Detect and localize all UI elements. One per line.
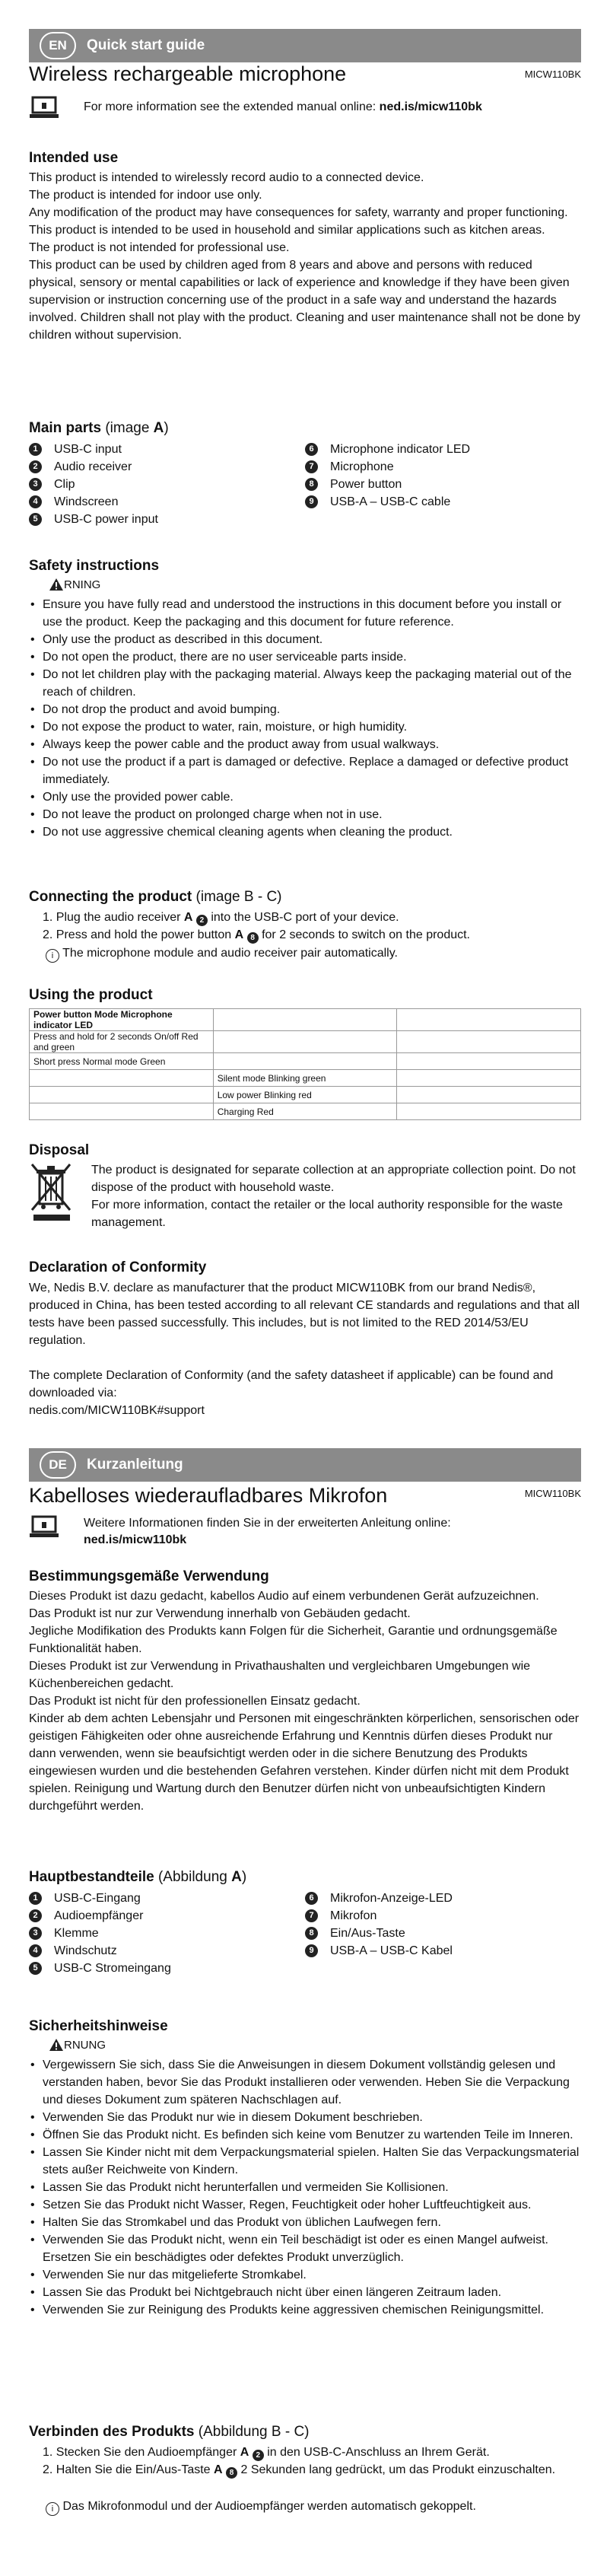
en-intended-use-p2: The product is intended for indoor use only. bbox=[29, 189, 262, 202]
warning-triangle-icon bbox=[49, 578, 64, 591]
list-item: 5 USB-C Stromeingang bbox=[29, 1960, 305, 1977]
de-safety-list bbox=[29, 2056, 581, 2319]
list-item: • Lassen Sie das Produkt nicht herunterfallen und vermeiden Sie Kollisionen. bbox=[29, 2179, 581, 2196]
list-item: 2. Halten Sie die Ein/Aus-Taste A 8 2 Sekunden lang gedrückt, um das Produkt einzuschalten. bbox=[43, 2463, 556, 2477]
de-pairing-note: i Das Mikrofonmodul und der Audioempfänger werden automatisch gekoppelt. bbox=[46, 2498, 476, 2516]
list-item: • Ensure you have fully read and understood the instructions in this document before you install or use the product. Keep the packaging and this document for future reference. bbox=[29, 596, 581, 631]
table-row: Charging Red bbox=[30, 1103, 581, 1120]
list-item: 7 Microphone bbox=[305, 458, 581, 476]
de-guide-title: Kurzanleitung bbox=[87, 1457, 183, 1473]
de-manual-info bbox=[29, 1515, 581, 1549]
en-disposal-text-1: The product is designated for separate collection at an appropriate collection point. Do not dispose of the product with household waste. bbox=[91, 1164, 576, 1194]
list-item: 4 Windscreen bbox=[29, 493, 305, 511]
list-item: • Setzen Sie das Produkt nicht Wasser, Regen, Feuchtigkeit oder hoher Luftfeuchtigkeit aus. bbox=[29, 2196, 581, 2214]
en-language-badge: EN bbox=[40, 32, 76, 59]
laptop-icon bbox=[29, 96, 59, 120]
en-pairing-note: i The microphone module and audio receiver pair automatically. bbox=[46, 944, 398, 963]
en-intended-use-p6: This product can be used by children aged from 8 years and above and persons with reduced physical, sensory or mental capabilities or lack of experience and knowledge if they have been given supervision or instruction concerning use of the product in a safe way and understand the hazards involved. Children shall not play with the product. Cleaning and user maintenance shall not be done by children without supervision. bbox=[29, 259, 580, 342]
crossed-bin-icon bbox=[29, 1161, 75, 1222]
en-conformity-link[interactable]: nedis.com/MICW110BK#support bbox=[29, 1404, 205, 1417]
list-item: • Halten Sie das Stromkabel und das Produkt von üblichen Laufwegen fern. bbox=[29, 2214, 581, 2231]
list-item: 9 USB-A – USB-C Kabel bbox=[305, 1942, 581, 1960]
list-item: • Do not open the product, there are no user serviceable parts inside. bbox=[29, 648, 581, 666]
en-manual-text: For more information see the extended manual online: bbox=[84, 100, 380, 113]
list-item: • Do not let children play with the packaging material. Always keep the packaging material out of the reach of children. bbox=[29, 666, 581, 701]
de-manual-link[interactable]: ned.is/micw110bk bbox=[84, 1533, 187, 1546]
list-item: • Do not use the product if a part is damaged or defective. Replace a damaged or defective product immediately. bbox=[29, 753, 581, 788]
table-row: Power button Mode Microphone indicator LED bbox=[30, 1009, 581, 1031]
list-item: 4 Windschutz bbox=[29, 1942, 305, 1960]
de-intended-use-text bbox=[29, 1587, 581, 1815]
list-item: • Do not use aggressive chemical cleaning agents when cleaning the product. bbox=[29, 823, 581, 841]
info-icon: i bbox=[46, 949, 59, 963]
list-item: • Do not leave the product on prolonged charge when not in use. bbox=[29, 806, 581, 823]
list-item: 1. Plug the audio receiver A 2 into the USB-C port of your device. bbox=[43, 911, 399, 925]
de-main-parts-heading: Hauptbestandteile (Abbildung A) bbox=[29, 1869, 247, 1885]
de-safety-heading: Sicherheitshinweise bbox=[29, 2018, 168, 2034]
list-item: 8 Power button bbox=[305, 476, 581, 493]
de-connecting-steps bbox=[29, 2444, 581, 2479]
list-item: 3 Klemme bbox=[29, 1925, 305, 1942]
en-main-parts-heading: Main parts (image A) bbox=[29, 420, 169, 436]
list-item: 5 USB-C power input bbox=[29, 511, 305, 528]
en-connecting-heading: Connecting the product (image B - C) bbox=[29, 889, 282, 905]
en-disposal-text-2: For more information, contact the retailer or the local authority responsible for the waste management. bbox=[91, 1199, 563, 1229]
en-led-table bbox=[29, 1008, 581, 1120]
de-intended-use-heading: Bestimmungsgemäße Verwendung bbox=[29, 1568, 269, 1584]
list-item: 9 USB-A – USB-C cable bbox=[305, 493, 581, 511]
en-connecting-steps bbox=[29, 909, 581, 944]
list-item: • Do not expose the product to water, rain, moisture, or high humidity. bbox=[29, 718, 581, 736]
en-intended-use-text bbox=[29, 169, 581, 344]
de-intended-use-p2: Das Produkt ist nur zur Verwendung innerhalb von Gebäuden gedacht. bbox=[29, 1607, 411, 1620]
list-item: • Lassen Sie Kinder nicht mit dem Verpackungsmaterial spielen. Halten Sie das Verpackungsmaterial stets außer Reichweite von Kindern. bbox=[29, 2144, 581, 2179]
de-intended-use-p3: Jegliche Modifikation des Produkts kann Folgen für die Sicherheit, Garantie und ordnungsgemäße Funktionalität haben. bbox=[29, 1625, 558, 1655]
list-item: 2 Audioempfänger bbox=[29, 1907, 305, 1925]
en-warning-label: RNING bbox=[49, 578, 100, 591]
de-intended-use-p1: Dieses Produkt ist dazu gedacht, kabellos Audio auf einem verbundenen Gerät aufzuzeichnen. bbox=[29, 1590, 539, 1603]
list-item: 3 Clip bbox=[29, 476, 305, 493]
de-intended-use-p5: Das Produkt ist nicht für den professionellen Einsatz gedacht. bbox=[29, 1695, 361, 1708]
laptop-icon bbox=[29, 1515, 59, 1540]
en-conformity-p1: We, Nedis B.V. declare as manufacturer that the product MICW110BK from our brand Nedis®, produced in China, has been tested according to all relevant CE standards and regulations and that all tests have been passed successfully. This includes, but is not limited to the RED 2014/53/EU regulation. bbox=[29, 1282, 580, 1347]
en-intended-use-heading: Intended use bbox=[29, 150, 119, 166]
en-intended-use-p5: The product is not intended for professional use. bbox=[29, 241, 290, 254]
list-item: • Verwenden Sie das Produkt nicht, wenn ein Teil beschädigt ist oder es einen Mangel aufweist. Ersetzen Sie ein beschädigtes oder defektes Produkt unverzüglich. bbox=[29, 2231, 581, 2266]
en-intended-use-p4: This product is intended to be used in household and similar applications such as kitchen areas. bbox=[29, 224, 545, 237]
list-item: • Always keep the power cable and the product away from usual walkways. bbox=[29, 736, 581, 753]
list-item: 6 Microphone indicator LED bbox=[305, 441, 581, 458]
list-item: 7 Mikrofon bbox=[305, 1907, 581, 1925]
list-item: 1 USB-C input bbox=[29, 441, 305, 458]
list-item: • Verwenden Sie nur das mitgelieferte Stromkabel. bbox=[29, 2266, 581, 2284]
en-safety-list bbox=[29, 596, 581, 841]
list-item: • Lassen Sie das Produkt bei Nichtgebrauch nicht über einen längeren Zeitraum laden. bbox=[29, 2284, 581, 2301]
en-section-bar bbox=[29, 29, 581, 62]
de-section-bar bbox=[29, 1448, 581, 1482]
en-safety-heading: Safety instructions bbox=[29, 558, 160, 574]
list-item: • Do not drop the product and avoid bumping. bbox=[29, 701, 581, 718]
en-using-heading: Using the product bbox=[29, 987, 153, 1003]
warning-triangle-icon bbox=[49, 2038, 64, 2052]
de-intended-use-p4: Dieses Produkt ist zur Verwendung in Privathaushalten und vergleichbaren Umgebungen wie Küchenbereichen gedacht. bbox=[29, 1660, 531, 1690]
en-product-title: Wireless rechargeable microphone bbox=[29, 62, 347, 85]
en-disposal-block bbox=[29, 1161, 581, 1231]
en-manual-link[interactable]: ned.is/micw110bk bbox=[379, 100, 482, 113]
list-item: • Verwenden Sie zur Reinigung des Produkts keine aggressiven chemischen Reinigungsmittel. bbox=[29, 2301, 581, 2319]
table-row: Short press Normal mode Green bbox=[30, 1053, 581, 1070]
en-main-parts-list bbox=[29, 441, 581, 528]
en-conformity-heading: Declaration of Conformity bbox=[29, 1259, 207, 1275]
table-row: Silent mode Blinking green bbox=[30, 1070, 581, 1087]
list-item: • Öffnen Sie das Produkt nicht. Es befinden sich keine vom Benutzer zu wartenden Teile im Inneren. bbox=[29, 2126, 581, 2144]
de-main-parts-list bbox=[29, 1890, 581, 1977]
de-intended-use-p6: Kinder ab dem achten Lebensjahr und Personen mit eingeschränkten körperlichen, sensorischen oder geistigen Fähigkeiten oder ohne ausreichende Erfahrung und Kenntnis dürfen dieses Produkt nur dann verwenden, wenn sie beaufsichtigt werden oder in die sichere Benutzung des Produkts eingewiesen wurden und die bestehenden Gefahren verstehen. Kinder dürfen nicht mit dem Produkt spielen. Reinigung und Wartung durch den Benutzer dürfen nicht von unbeaufsichtigten Kindern durchgeführt werden. bbox=[29, 1712, 580, 1813]
en-intended-use-p3: Any modification of the product may have consequences for safety, warranty and proper functioning. bbox=[29, 206, 568, 219]
de-model-number: MICW110BK bbox=[524, 1488, 581, 1499]
list-item: • Only use the product as described in this document. bbox=[29, 631, 581, 648]
table-row: Low power Blinking red bbox=[30, 1087, 581, 1103]
en-manual-info bbox=[29, 96, 581, 120]
list-item: 6 Mikrofon-Anzeige-LED bbox=[305, 1890, 581, 1907]
info-icon: i bbox=[46, 2502, 59, 2516]
list-item: 8 Ein/Aus-Taste bbox=[305, 1925, 581, 1942]
de-language-badge: DE bbox=[40, 1451, 76, 1479]
en-disposal-heading: Disposal bbox=[29, 1142, 90, 1158]
de-manual-text: Weitere Informationen finden Sie in der erweiterten Anleitung online: bbox=[84, 1517, 451, 1530]
list-item: 2 Audio receiver bbox=[29, 458, 305, 476]
de-product-title: Kabelloses wiederaufladbares Mikrofon bbox=[29, 1484, 388, 1507]
list-item: 1 USB-C-Eingang bbox=[29, 1890, 305, 1907]
en-model-number: MICW110BK bbox=[524, 68, 581, 80]
list-item: 2. Press and hold the power button A 8 for 2 seconds to switch on the product. bbox=[43, 928, 470, 942]
en-guide-title: Quick start guide bbox=[87, 37, 205, 53]
list-item: • Vergewissern Sie sich, dass Sie die Anweisungen in diesem Dokument vollständig gelesen und verstanden haben, bevor Sie das Produkt installieren oder verwenden. Heben Sie die Verpackung und dieses Dokument zum späteren Nachschlagen auf. bbox=[29, 2056, 581, 2109]
de-connecting-heading: Verbinden des Produkts (Abbildung B - C) bbox=[29, 2424, 310, 2440]
en-conformity-p2: The complete Declaration of Conformity (and the safety datasheet if applicable) can be found and downloaded via: bbox=[29, 1369, 554, 1399]
list-item: • Verwenden Sie das Produkt nur wie in diesem Dokument beschrieben. bbox=[29, 2109, 581, 2126]
list-item: 1. Stecken Sie den Audioempfänger A 2 in den USB-C-Anschluss an Ihrem Gerät. bbox=[43, 2446, 490, 2460]
en-intended-use-p1: This product is intended to wirelessly record audio to a connected device. bbox=[29, 171, 424, 184]
de-warning-label: RNUNG bbox=[49, 2038, 106, 2052]
en-conformity-text bbox=[29, 1279, 581, 1419]
table-row: Press and hold for 2 seconds On/off Red and green bbox=[30, 1031, 581, 1053]
list-item: • Only use the provided power cable. bbox=[29, 788, 581, 806]
